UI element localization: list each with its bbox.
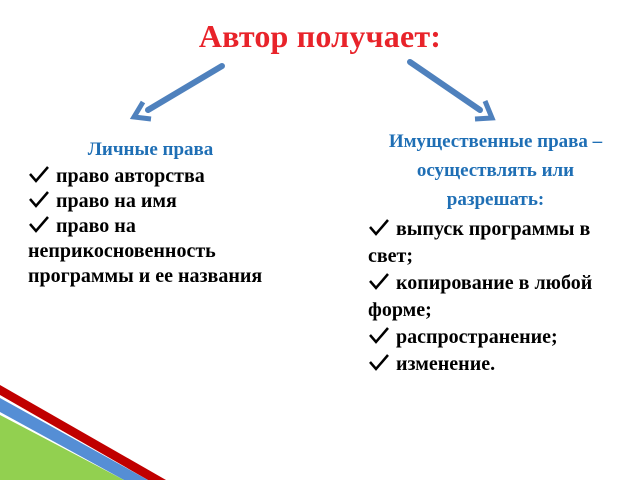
personal-rights-heading: Личные права <box>87 139 214 160</box>
diagram-title: Автор получает: <box>198 18 442 54</box>
list-item-text: право на имя <box>56 190 177 212</box>
list-item-text: выпуск программы в свет; <box>368 218 591 267</box>
property-rights-heading: Имущественные права – осуществлять или разрешать: <box>388 131 603 210</box>
list-item-text: распространение; <box>396 326 558 348</box>
list-item-text: копирование в любой форме; <box>368 272 593 321</box>
list-item-text: право авторства <box>56 165 205 187</box>
list-item-text: изменение. <box>396 353 496 375</box>
list-item-text: право на неприкосновенность программы и ее названия <box>28 215 263 287</box>
